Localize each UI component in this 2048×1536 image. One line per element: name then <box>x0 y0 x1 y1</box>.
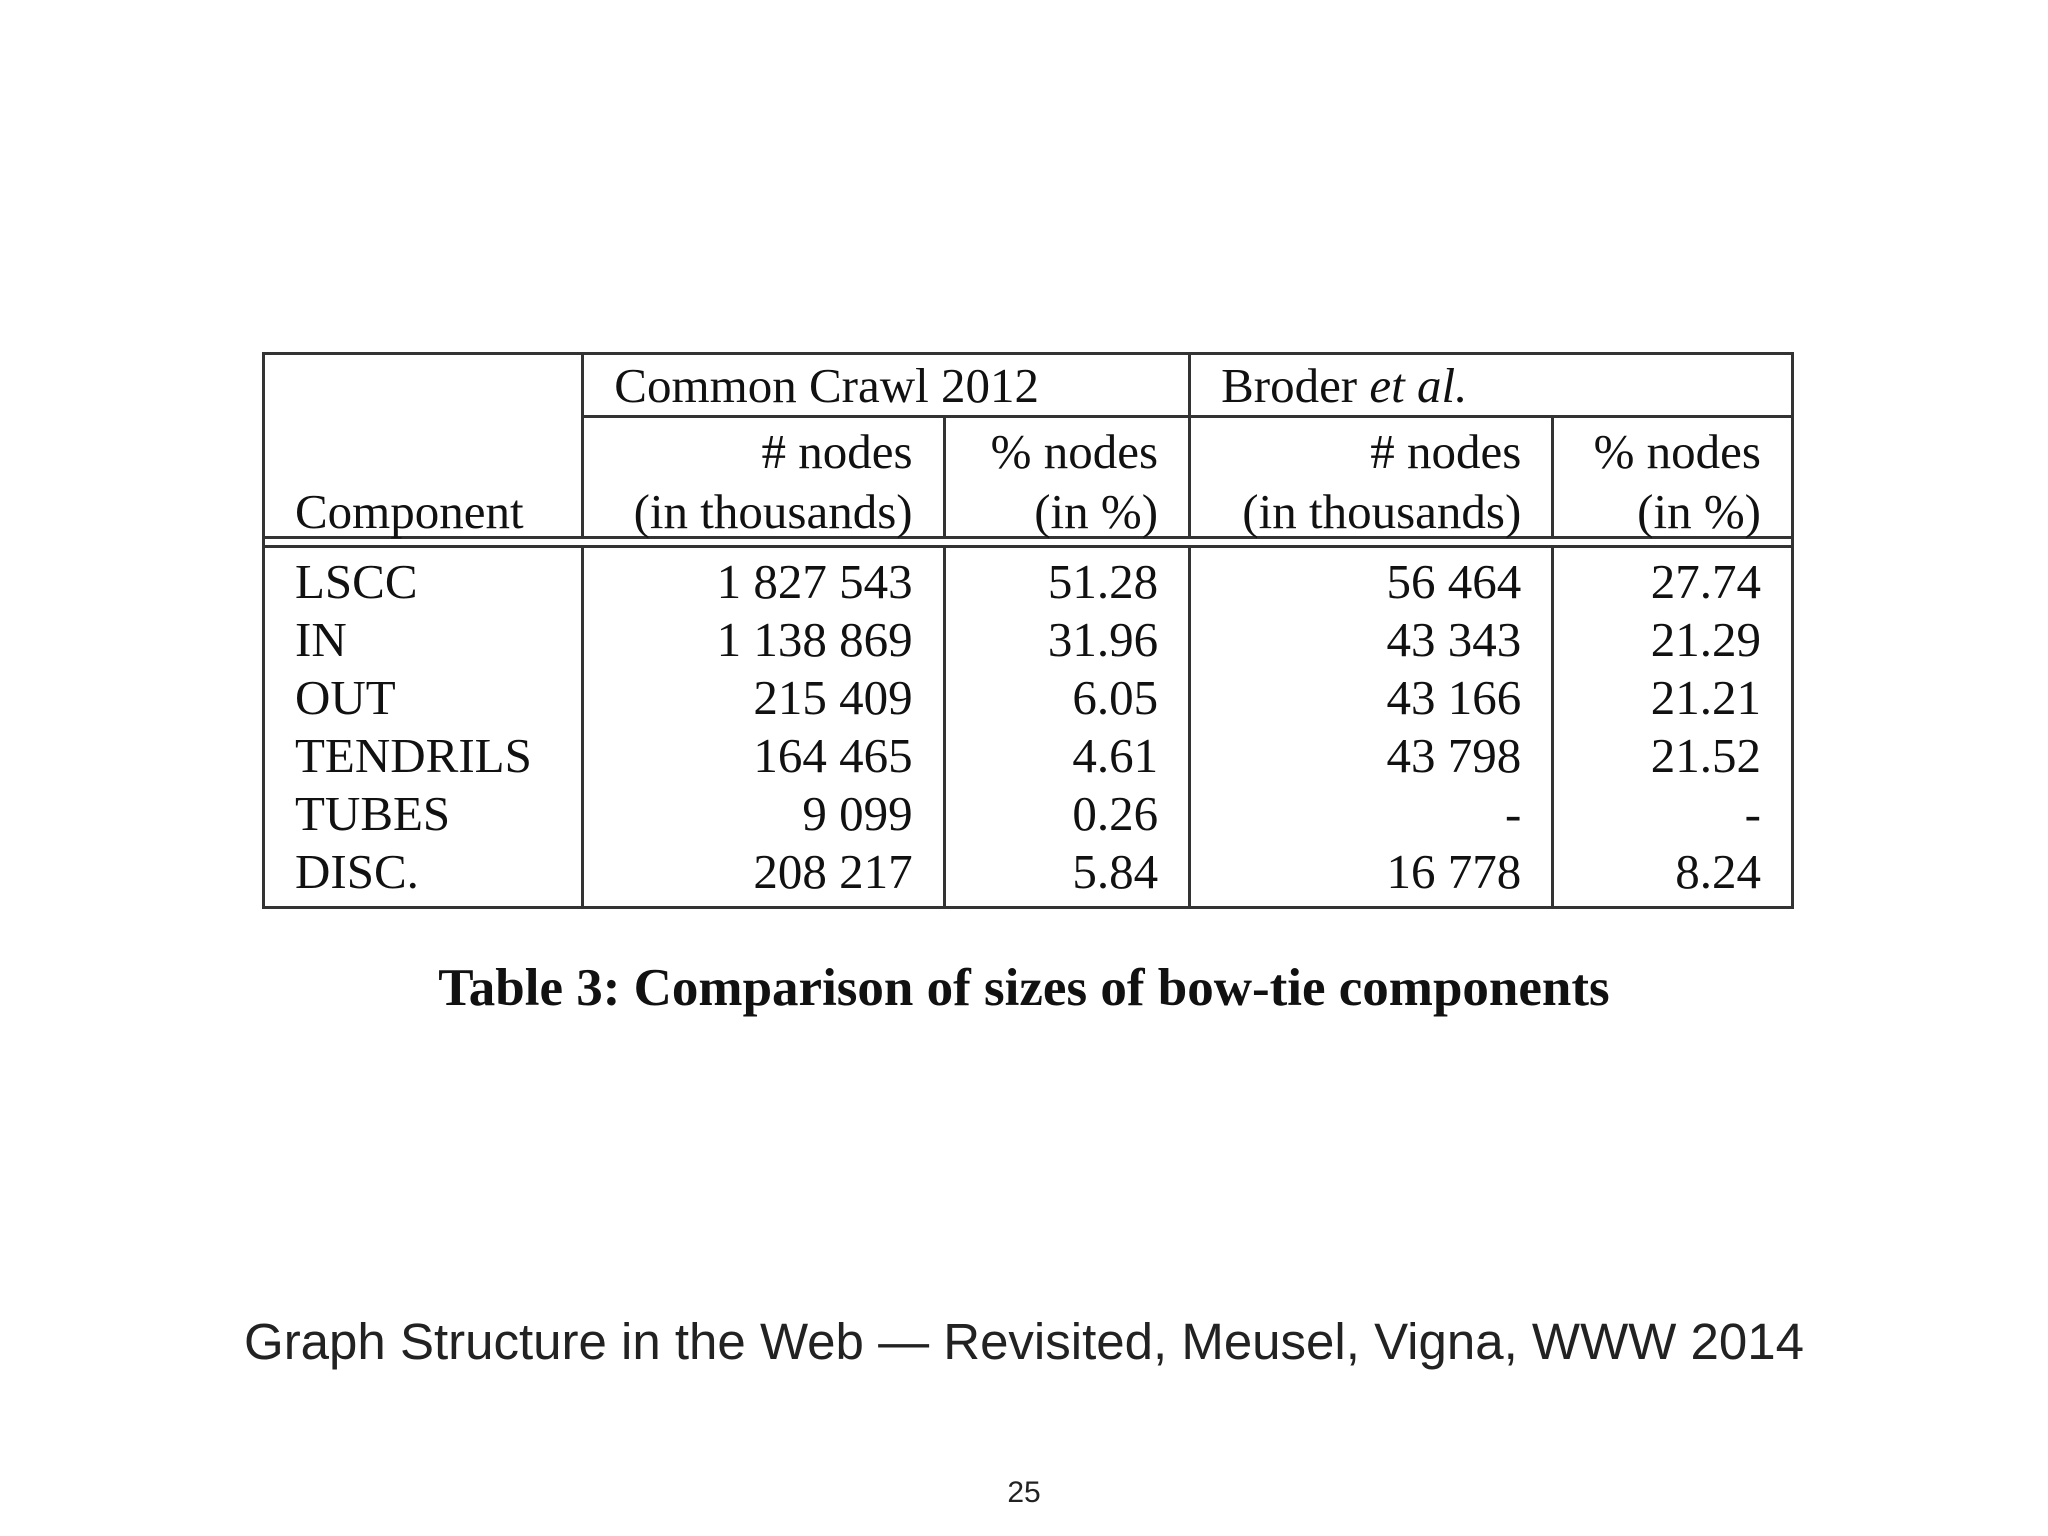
cell-cc-count: 164 465 <box>583 726 944 784</box>
header-common-crawl: Common Crawl 2012 <box>583 354 1190 417</box>
header-br-count-line2: (in thousands) <box>1190 476 1553 538</box>
header-row-labels-2 <box>264 476 1793 538</box>
header-broder-etal: et al. <box>1369 357 1468 413</box>
cell-br-count: 16 778 <box>1190 842 1553 908</box>
table-row <box>264 784 1793 842</box>
cell-br-count: 43 798 <box>1190 726 1553 784</box>
cell-cc-pct: 0.26 <box>944 784 1189 842</box>
table-caption: Table 3: Comparison of sizes of bow-tie components <box>438 959 1610 1017</box>
header-cc-pct-line1: % nodes <box>944 417 1189 477</box>
cell-br-pct: 27.74 <box>1553 547 1793 611</box>
page-number: 25 <box>1007 1476 1041 1509</box>
cell-cc-pct: 31.96 <box>944 610 1189 668</box>
citation-footer: Graph Structure in the Web — Revisited, Meusel, Vigna, WWW 2014 <box>244 1313 1804 1370</box>
cell-cc-pct: 5.84 <box>944 842 1189 908</box>
cell-component: TENDRILS <box>264 726 583 784</box>
header-br-pct-line1: % nodes <box>1553 417 1793 477</box>
header-br-count-line1: # nodes <box>1190 417 1553 477</box>
cell-br-count: - <box>1190 784 1553 842</box>
cell-br-pct: 21.21 <box>1553 668 1793 726</box>
cell-component: IN <box>264 610 583 668</box>
table-row <box>264 547 1793 611</box>
cell-cc-pct: 4.61 <box>944 726 1189 784</box>
header-row-groups <box>264 354 1793 417</box>
table-row <box>264 726 1793 784</box>
header-cc-count-line1: # nodes <box>583 417 944 477</box>
header-br-pct-line2: (in %) <box>1553 476 1793 538</box>
cell-component: DISC. <box>264 842 583 908</box>
header-cc-pct-line2: (in %) <box>944 476 1189 538</box>
header-broder-name: Broder <box>1221 357 1370 413</box>
table-row <box>264 610 1793 668</box>
cell-cc-count: 1 138 869 <box>583 610 944 668</box>
bow-tie-comparison-table <box>262 352 1794 909</box>
header-row-labels-1 <box>264 417 1793 477</box>
header-component: Component <box>264 476 583 538</box>
cell-component: LSCC <box>264 547 583 611</box>
header-cc-count-line2: (in thousands) <box>583 476 944 538</box>
header-corner-cell <box>264 354 583 417</box>
cell-br-count: 56 464 <box>1190 547 1553 611</box>
cell-cc-pct: 51.28 <box>944 547 1189 611</box>
cell-br-pct: 21.52 <box>1553 726 1793 784</box>
table-row <box>264 668 1793 726</box>
cell-cc-count: 208 217 <box>583 842 944 908</box>
cell-cc-pct: 6.05 <box>944 668 1189 726</box>
header-broder <box>1190 354 1793 417</box>
cell-cc-count: 9 099 <box>583 784 944 842</box>
cell-br-pct: 21.29 <box>1553 610 1793 668</box>
cell-br-count: 43 343 <box>1190 610 1553 668</box>
cell-cc-count: 1 827 543 <box>583 547 944 611</box>
table-row <box>264 842 1793 908</box>
cell-br-pct: 8.24 <box>1553 842 1793 908</box>
cell-br-pct: - <box>1553 784 1793 842</box>
cell-cc-count: 215 409 <box>583 668 944 726</box>
cell-component: TUBES <box>264 784 583 842</box>
cell-component: OUT <box>264 668 583 726</box>
cell-br-count: 43 166 <box>1190 668 1553 726</box>
